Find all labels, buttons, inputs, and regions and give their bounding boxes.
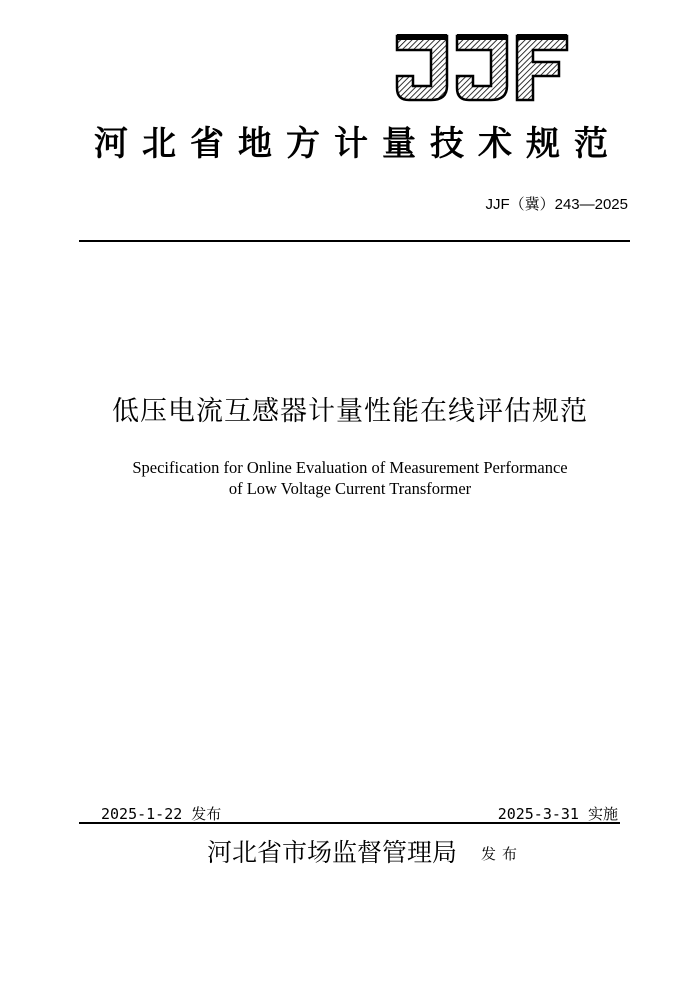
english-title-line-2: of Low Voltage Current Transformer [228,479,472,498]
document-title-english [0,457,700,499]
standard-code: JJF（冀）243—2025 [485,196,628,213]
publish-date: 2025-1-22 发布 [101,805,222,823]
english-title-line-1: Specification for Online Evaluation of Measurement Performance [132,458,568,477]
footer-divider [79,822,620,824]
issuing-body-title: 河北省地方计量技术规范 [94,124,622,164]
issuer-line [207,836,523,871]
document-title-chinese: 低压电流互感器计量性能在线评估规范 [112,396,588,427]
header-divider [79,240,630,242]
issuer-name: 河北省市场监督管理局 [207,838,458,867]
issue-label: 发布 [481,845,524,863]
implementation-date: 2025-3-31 实施 [497,805,618,823]
jjf-logo [393,30,571,105]
